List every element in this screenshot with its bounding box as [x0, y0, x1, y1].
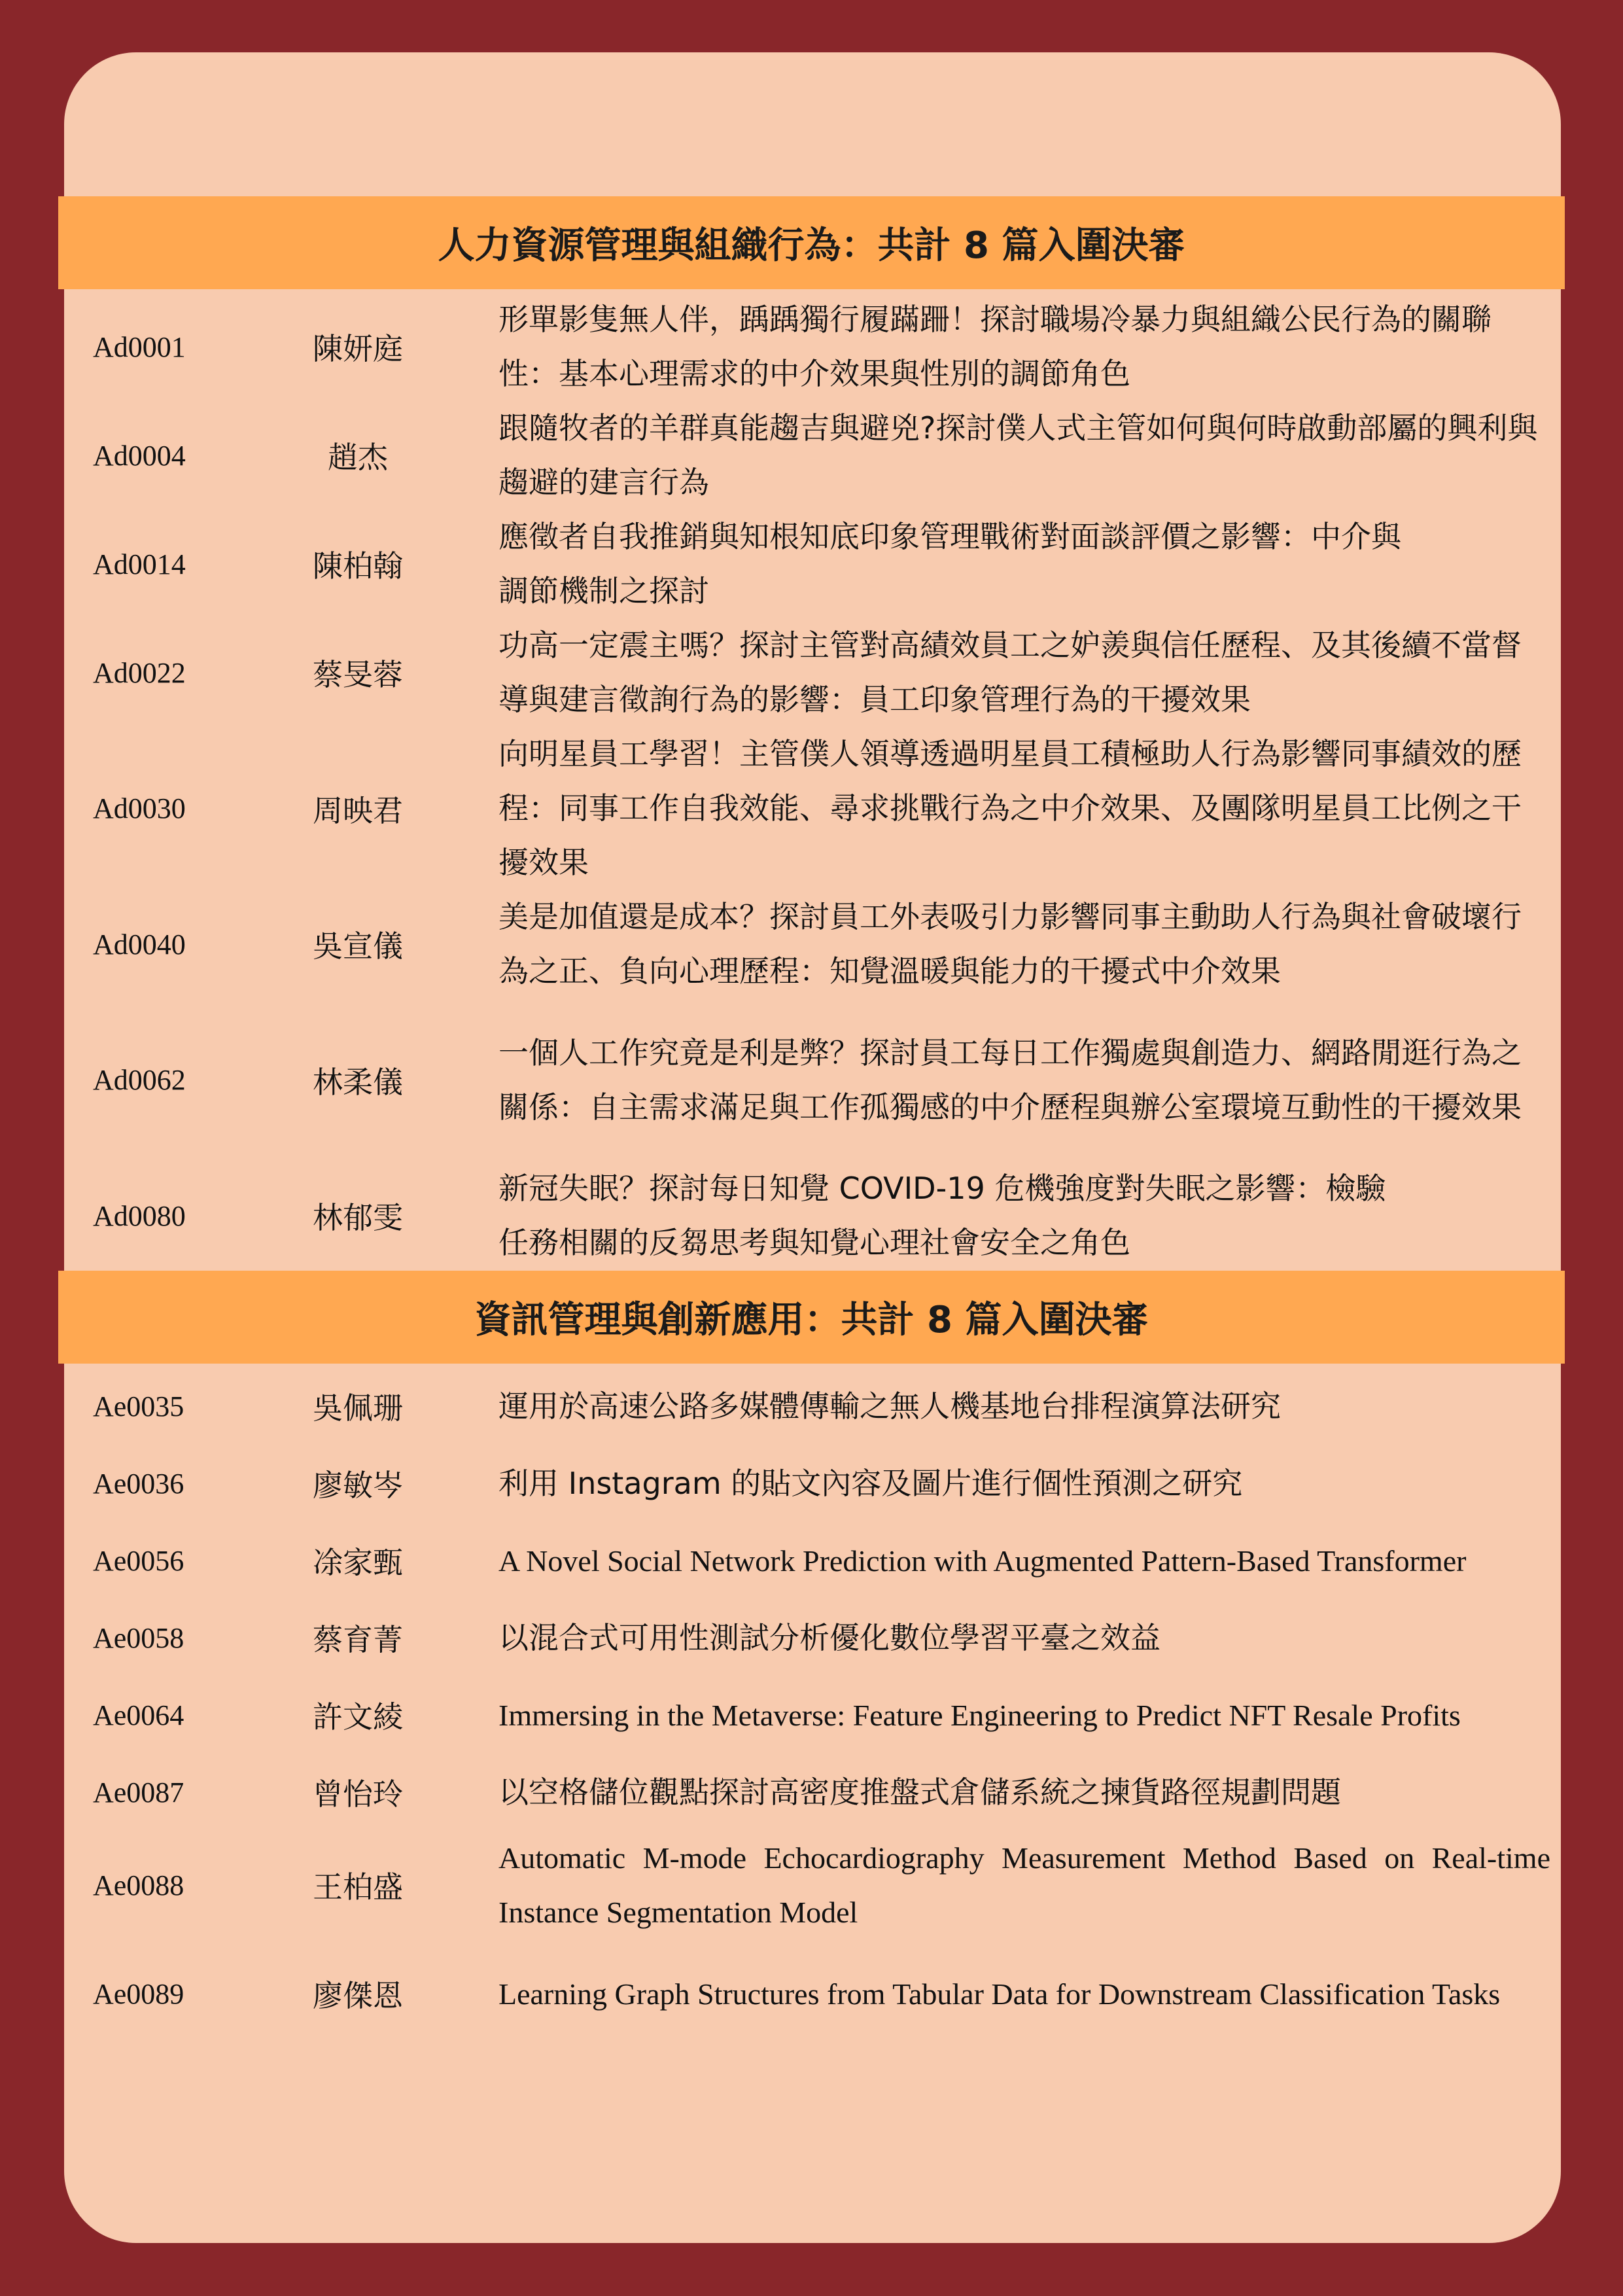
- entry-title: 利用 Instagram 的貼文內容及圖片進行個性預測之研究: [498, 1465, 1243, 1501]
- entry-code: Ad0022: [93, 656, 186, 689]
- entry-code: Ad0062: [93, 1064, 186, 1096]
- entry-name: 陳妍庭: [313, 331, 403, 366]
- entry-title: 應徵者自我推銷與知根知底印象管理戰術對面談評價之影響：中介與調節機制之探討: [498, 519, 1401, 609]
- entry-title: 向明星員工學習！主管僕人領導透過明星員工積極助人行為影響同事績效的歷程：同事工作自我效能、尋求挑戰行為之中介效果、及團隊明星員工比例之干擾效果: [498, 736, 1522, 880]
- table-row: [0, 890, 1623, 998]
- entry-name: 曾怡玲: [313, 1776, 403, 1812]
- entry-title: 美是加值還是成本？探討員工外表吸引力影響同事主動助人行為與社會破壞行為之正、負向心理歷程：知覺溫暖與能力的干擾式中介效果: [498, 899, 1522, 989]
- table-row: [0, 1754, 1623, 1831]
- table-row: [0, 1161, 1623, 1270]
- entry-name: 廖傑恩: [313, 1978, 403, 2013]
- table-row: [0, 292, 1623, 401]
- entry-name: 吳佩珊: [313, 1390, 403, 1426]
- entry-name: 凃家甄: [313, 1545, 403, 1580]
- entry-code: Ae0088: [93, 1869, 184, 1901]
- entry-title: 以混合式可用性測試分析優化數位學習平臺之效益: [498, 1619, 1161, 1655]
- table-row: [0, 618, 1623, 727]
- entry-name: 廖敏岑: [313, 1468, 403, 1503]
- section-heading-text: 人力資源管理與組織行為：共計 8 篇入圍決審: [438, 224, 1185, 267]
- entry-code: Ae0036: [93, 1467, 184, 1500]
- entry-name: 許文綾: [313, 1699, 403, 1735]
- entry-title: Automatic M-mode Echocardiography Measurement Method Based on Real-time Instance Segmentation Model: [498, 1841, 1550, 1929]
- entry-title: 功高一定震主嗎？探討主管對高績效員工之妒羨與信任歷程、及其後續不當督導與建言徵詢行為的影響：員工印象管理行為的干擾效果: [498, 627, 1522, 717]
- entry-title: Learning Graph Structures from Tabular Data for Downstream Classification Tasks: [498, 1977, 1501, 2011]
- entry-code: Ae0089: [93, 1977, 184, 2010]
- table-row: [0, 1445, 1623, 1522]
- table-row: [0, 510, 1623, 618]
- entry-title: 運用於高速公路多媒體傳輸之無人機基地台排程演算法研究: [498, 1388, 1281, 1424]
- entry-code: Ae0064: [93, 1699, 184, 1731]
- table-row: [0, 1676, 1623, 1754]
- table-row: [0, 1368, 1623, 1445]
- entry-code: Ad0040: [93, 928, 186, 961]
- entry-code: Ae0058: [93, 1621, 184, 1654]
- table-row: [0, 1831, 1623, 1939]
- entry-name: 蔡旻蓉: [313, 657, 403, 692]
- entry-title: 形單影隻無人伴，踽踽獨行履蹣跚！探討職場冷暴力與組織公民行為的關聯性：基本心理需求的中介效果與性別的調節角色: [498, 302, 1492, 391]
- entry-code: Ae0087: [93, 1776, 184, 1809]
- table-row: [0, 1599, 1623, 1676]
- entry-title: 一個人工作究竟是利是弊？探討員工每日工作獨處與創造力、網路閒逛行為之關係：自主需求滿足與工作孤獨感的中介歷程與辦公室環境互動性的干擾效果: [498, 1034, 1522, 1125]
- section-heading-im: [58, 1271, 1565, 1364]
- entry-code: Ae0056: [93, 1544, 184, 1577]
- entry-title: 跟隨牧者的羊群真能趨吉與避兇?探討僕人式主管如何與何時啟動部屬的興利與趨避的建言行為: [498, 410, 1538, 500]
- entry-name: 林柔儀: [313, 1064, 403, 1100]
- entry-name: 陳柏翰: [313, 548, 403, 584]
- entry-title: 以空格儲位觀點探討高密度推盤式倉儲系統之揀貨路徑規劃問題: [498, 1774, 1341, 1810]
- entry-code: Ae0035: [93, 1390, 184, 1422]
- table-row: [0, 1522, 1623, 1599]
- table-row: [0, 998, 1623, 1161]
- entry-code: Ad0004: [93, 439, 186, 472]
- section-heading-text: 資訊管理與創新應用：共計 8 篇入圍決審: [474, 1299, 1149, 1341]
- entry-name: 王柏盛: [313, 1869, 403, 1905]
- entry-title: Immersing in the Metaverse: Feature Engineering to Predict NFT Resale Profits: [498, 1698, 1461, 1732]
- entry-name: 吳宣儀: [313, 928, 403, 964]
- entry-title: A Novel Social Network Prediction with Augmented Pattern-Based Transformer: [498, 1544, 1467, 1578]
- section-heading-hr: [58, 196, 1565, 289]
- entry-name: 蔡育菁: [313, 1622, 403, 1657]
- table-row: [0, 727, 1623, 890]
- entry-name: 趙杰: [328, 440, 388, 475]
- entry-code: Ad0014: [93, 548, 186, 580]
- table-row: [0, 401, 1623, 510]
- entry-name: 周映君: [313, 792, 403, 828]
- entry-code: Ad0001: [93, 330, 186, 363]
- entry-title: 新冠失眠？探討每日知覺 COVID-19 危機強度對失眠之影響：檢驗任務相關的反芻思考與知覺心理社會安全之角色: [498, 1171, 1386, 1260]
- entry-code: Ad0080: [93, 1199, 186, 1232]
- table-row: [0, 1939, 1623, 2048]
- entry-name: 林郁雯: [313, 1200, 403, 1235]
- entry-code: Ad0030: [93, 792, 186, 824]
